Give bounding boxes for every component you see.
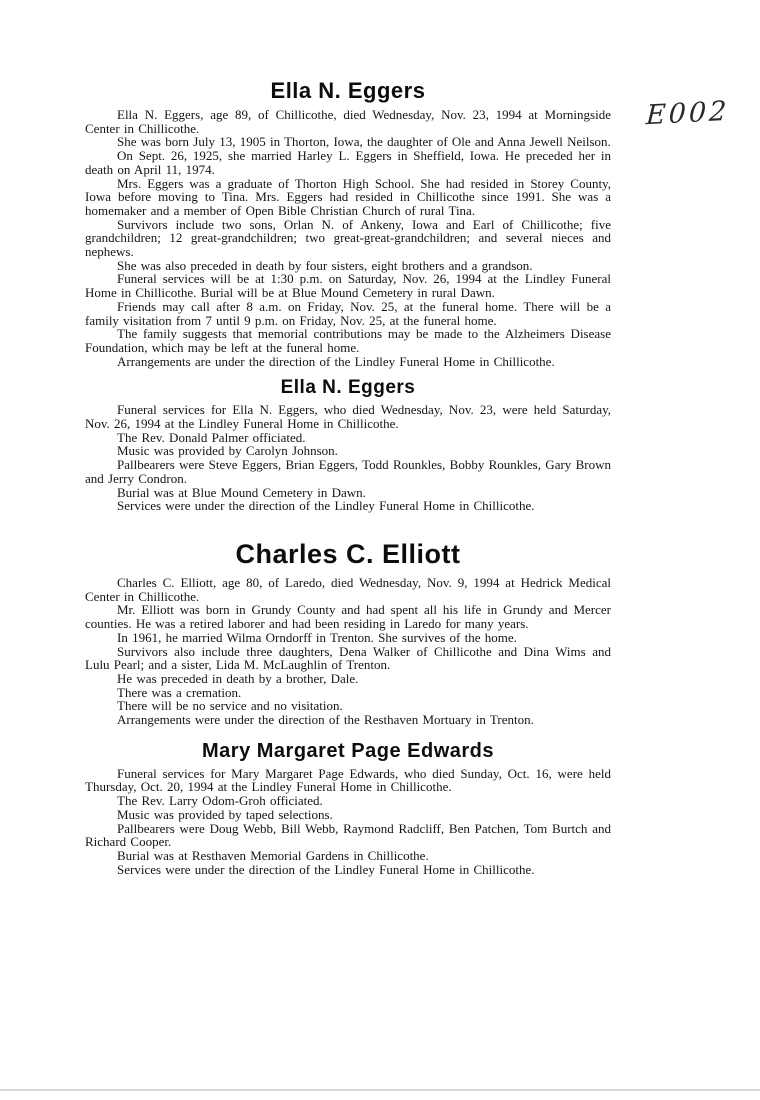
obituary-paragraph: Music was provided by taped selections. xyxy=(117,806,333,822)
obituary-paragraph: The family suggests that memorial contributions may be made to the Alzheimers Disease Foundation, which may be left at the funeral home. xyxy=(85,326,611,355)
handwritten-annotation: E002 xyxy=(645,95,731,132)
obituary-paragraph: He was preceded in death by a brother, Dale. xyxy=(117,670,359,686)
obituary-paragraph: In 1961, he married Wilma Orndorff in Trenton. She survives of the home. xyxy=(117,629,517,645)
obituary-paragraph: Pallbearers were Steve Eggers, Brian Eggers, Todd Rounkles, Bobby Rounkles, Gary Brown and Jerry Condron. xyxy=(85,457,611,486)
obituary-body xyxy=(85,108,611,368)
obituary-paragraph: There was a cremation. xyxy=(117,684,242,700)
obituary-paragraph: Friends may call after 8 a.m. on Friday, Nov. 25, at the funeral home. There will be a family visitation from 7 until 9 p.m. on Friday, Nov. 25, at the funeral home. xyxy=(85,298,611,328)
obituary-section-eggers-2 xyxy=(85,377,611,513)
obituary-paragraph: She was also preceded in death by four sisters, eight brothers and a grandson. xyxy=(117,257,533,273)
text-column xyxy=(85,78,611,876)
obituary-paragraph: Arrangements were under the direction of the Resthaven Mortuary in Trenton. xyxy=(117,712,534,728)
obituary-paragraph: Pallbearers were Doug Webb, Bill Webb, Raymond Radcliff, Ben Patchen, Tom Burtch and Richard Cooper. xyxy=(85,820,611,850)
obituary-paragraph: She was born July 13, 1905 in Thorton, Iowa, the daughter of Ole and Anna Jewell Neilson. xyxy=(117,134,611,150)
obituary-paragraph: Charles C. Elliott, age 80, of Laredo, died Wednesday, Nov. 9, 1994 at Hedrick Medical Center in Chillicothe. xyxy=(85,574,611,604)
obituary-paragraph: Survivors include two sons, Orlan N. of Ankeny, Iowa and Earl of Chillicothe; five grandchildren; 12 great-grandchildren; two great-great-grandchildren; and several nieces and nephews. xyxy=(85,216,611,260)
obituary-paragraph: Arrangements are under the direction of the Lindley Funeral Home in Chillicothe. xyxy=(117,353,555,369)
obituary-paragraph: Burial was at Resthaven Memorial Gardens in Chillicothe. xyxy=(117,847,429,863)
obituary-paragraph: Survivors also include three daughters, Dena Walker of Chillicothe and Dina Wims and Lulu Pearl; and a sister, Lida M. McLaughlin of Trenton. xyxy=(85,643,611,673)
scan-edge-line xyxy=(0,1089,760,1091)
obituary-paragraph: Mr. Elliott was born in Grundy County and had spent all his life in Grundy and Mercer counties. He was a retired laborer and had been residing in Laredo for many years. xyxy=(85,602,611,632)
obituary-paragraph: Music was provided by Carolyn Johnson. xyxy=(117,443,338,459)
obituary-title: Ella N. Eggers xyxy=(280,377,416,399)
obituary-section-eggers-1 xyxy=(85,78,611,368)
obituary-paragraph: There will be no service and no visitation. xyxy=(117,698,343,714)
obituary-paragraph: The Rev. Donald Palmer officiated. xyxy=(117,429,306,445)
obituary-title: Charles C. Elliott xyxy=(235,538,461,569)
obituary-paragraph: Mrs. Eggers was a graduate of Thorton High School. She had resided in Storey County, Iowa before moving to Tina. Mrs. Eggers had resided in Chillicothe since 1991. She was a homemaker and a member of Open Bible Christian Church of rural Tina. xyxy=(85,175,611,218)
obituary-paragraph: Ella N. Eggers, age 89, of Chillicothe, died Wednesday, Nov. 23, 1994 at Morningside Center in Chillicothe. xyxy=(85,107,611,136)
obituary-section-elliott xyxy=(85,539,611,727)
obituary-paragraph: Services were under the direction of the Lindley Funeral Home in Chillicothe. xyxy=(117,498,535,514)
obituary-section-edwards xyxy=(85,740,611,877)
obituary-body xyxy=(85,403,611,513)
obituary-body xyxy=(85,767,611,877)
obituary-paragraph: Funeral services for Ella N. Eggers, who died Wednesday, Nov. 23, were held Saturday, Nov. 26, 1994 at the Lindley Funeral Home in Chillicothe. xyxy=(85,402,611,432)
obituary-paragraph: The Rev. Larry Odom-Groh officiated. xyxy=(117,793,323,809)
obituary-paragraph: Services were under the direction of the Lindley Funeral Home in Chillicothe. xyxy=(117,861,535,877)
obituary-paragraph: On Sept. 26, 1925, she married Harley L. Eggers in Sheffield, Iowa. He preceded her in death on April 11, 1974. xyxy=(85,148,611,177)
obituary-title: Mary Margaret Page Edwards xyxy=(202,739,494,762)
obituary-title: Ella N. Eggers xyxy=(270,78,426,103)
obituary-body xyxy=(85,576,611,727)
obituary-paragraph: Funeral services will be at 1:30 p.m. on Saturday, Nov. 26, 1994 at the Lindley Funeral Home in Chillicothe. Burial will be at Blue Mound Cemetery in rural Dawn. xyxy=(85,271,611,301)
obituary-paragraph: Funeral services for Mary Margaret Page Edwards, who died Sunday, Oct. 16, were held Thursday, Oct. 20, 1994 at the Lindley Funeral Home in Chillicothe. xyxy=(85,765,611,795)
obituary-paragraph: Burial was at Blue Mound Cemetery in Dawn. xyxy=(117,484,366,500)
